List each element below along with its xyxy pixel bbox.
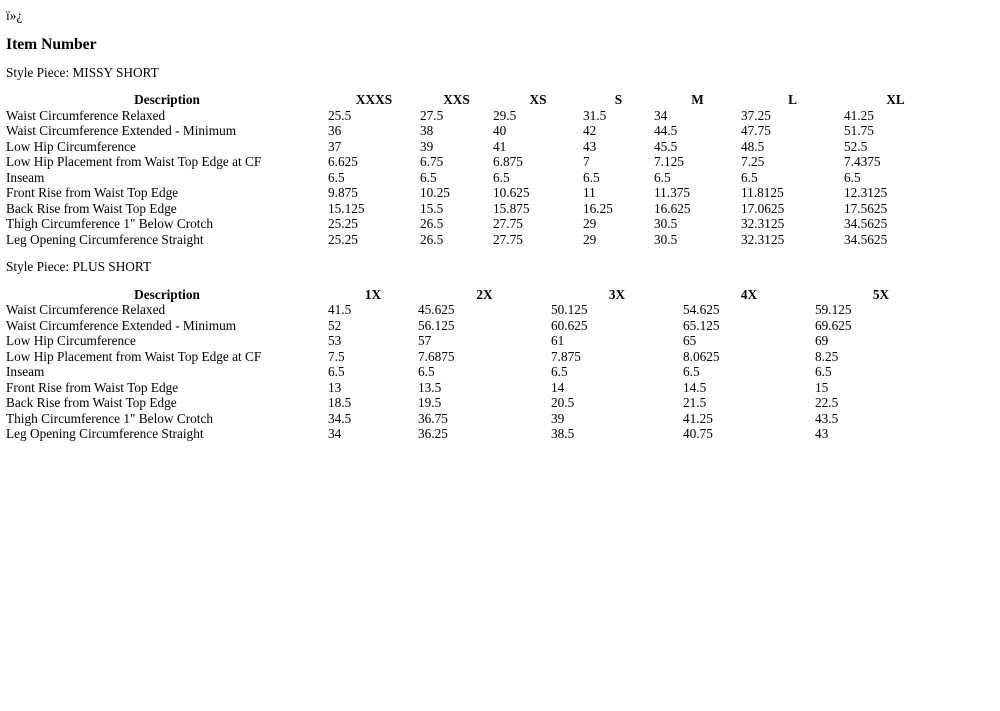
measurement-value: 43.5: [815, 410, 839, 426]
measurement-description: Inseam: [6, 364, 45, 379]
measurement-value: 65: [683, 333, 697, 348]
measurement-value: 32.3125: [741, 231, 785, 247]
measurement-value: 44.5: [654, 123, 678, 138]
size-table-plus-short: [6, 287, 947, 442]
measurement-description: Leg Opening Circumference Straight: [6, 426, 204, 441]
description-column-header: Description: [134, 92, 200, 107]
measurement-row: [6, 411, 947, 427]
measurement-value: 31.5: [583, 107, 607, 123]
measurement-description: Leg Opening Circumference Straight: [6, 231, 204, 247]
measurement-row: [6, 201, 947, 217]
measurement-value: 37.25: [741, 107, 771, 123]
measurement-value: 57: [418, 333, 432, 348]
measurement-value: 34: [328, 426, 342, 441]
measurement-value: 26.5: [420, 231, 444, 247]
measurement-row: [6, 139, 947, 155]
measurement-value: 6.625: [328, 154, 358, 169]
measurement-value: 52: [328, 317, 342, 333]
size-column-header: L: [788, 92, 797, 107]
measurement-value: 27.5: [420, 107, 444, 123]
measurement-value: 6.5: [683, 364, 700, 379]
measurement-value: 11: [583, 185, 596, 200]
measurement-value: 40.75: [683, 426, 713, 441]
measurement-value: 6.5: [844, 169, 861, 185]
size-column-header: 2X: [476, 286, 493, 302]
measurement-value: 41.25: [844, 107, 874, 123]
measurement-value: 15: [815, 379, 829, 395]
measurement-value: 20.5: [551, 395, 575, 410]
measurement-value: 13.5: [418, 379, 442, 395]
measurement-value: 14: [551, 379, 565, 395]
measurement-value: 51.75: [844, 123, 874, 138]
measurement-value: 36.25: [418, 426, 448, 441]
measurement-row: [6, 232, 947, 248]
measurement-value: 30.5: [654, 216, 678, 231]
spec-sheet-document: [6, 8, 994, 442]
measurement-value: 60.625: [551, 317, 588, 333]
measurement-value: 6.5: [493, 169, 510, 185]
measurement-value: 56.125: [418, 317, 455, 333]
measurement-description: Waist Circumference Extended - Minimum: [6, 317, 237, 333]
measurement-value: 6.5: [583, 169, 600, 185]
measurement-value: 18.5: [328, 395, 352, 410]
measurement-row: [6, 333, 947, 349]
size-column-header: XXXS: [355, 92, 393, 107]
measurement-value: 12.3125: [844, 185, 888, 200]
measurement-value: 43: [583, 138, 597, 154]
measurement-value: 40: [493, 123, 507, 138]
measurement-description: Low Hip Placement from Waist Top Edge at CF: [6, 348, 262, 364]
measurement-value: 50.125: [551, 302, 588, 317]
measurement-value: 16.625: [654, 200, 691, 216]
measurement-value: 11.8125: [741, 185, 784, 200]
measurement-row: [6, 395, 947, 411]
size-column-header: 1X: [364, 286, 382, 302]
measurement-value: 7.4375: [844, 154, 881, 169]
style-piece-label-missy: Style Piece: MISSY SHORT: [6, 64, 159, 80]
measurement-value: 22.5: [815, 395, 839, 410]
measurement-value: 41.5: [328, 302, 352, 317]
measurement-value: 7.125: [654, 154, 684, 169]
measurement-value: 29: [583, 216, 597, 231]
measurement-row: [6, 364, 947, 380]
measurement-row: [6, 170, 947, 186]
measurement-value: 11.375: [654, 185, 691, 200]
measurement-value: 38: [420, 123, 434, 138]
size-column-header: 5X: [872, 286, 890, 302]
measurement-row: [6, 108, 947, 124]
section-missy-short: [6, 65, 994, 248]
measurement-value: 15.875: [493, 200, 530, 216]
measurement-value: 54.625: [683, 302, 720, 317]
measurement-value: 59.125: [815, 302, 852, 317]
measurement-row: [6, 154, 947, 170]
measurement-value: 27.75: [493, 231, 523, 247]
measurement-value: 65.125: [683, 317, 720, 333]
measurement-value: 6.5: [741, 169, 758, 185]
measurement-value: 25.25: [328, 231, 358, 247]
measurement-value: 30.5: [654, 231, 678, 247]
size-table-missy-short: [6, 92, 947, 247]
measurement-value: 21.5: [683, 395, 707, 410]
measurement-value: 37: [328, 138, 342, 154]
measurement-row: [6, 302, 947, 318]
measurement-value: 34: [654, 107, 668, 123]
measurement-row: [6, 318, 947, 334]
measurement-value: 6.75: [420, 154, 444, 169]
measurement-description: Waist Circumference Relaxed: [6, 107, 166, 123]
measurement-value: 6.5: [654, 169, 671, 185]
measurement-value: 53: [328, 333, 342, 348]
measurement-value: 19.5: [418, 395, 442, 410]
measurement-value: 7.25: [741, 154, 765, 169]
size-table-header-row: [6, 92, 947, 108]
measurement-value: 8.0625: [683, 348, 720, 364]
measurement-value: 6.5: [551, 364, 568, 379]
measurement-description: Waist Circumference Relaxed: [6, 302, 166, 317]
measurement-value: 7: [583, 154, 590, 169]
measurement-value: 69.625: [815, 317, 852, 333]
measurement-description: Front Rise from Waist Top Edge: [6, 185, 179, 200]
measurement-value: 7.875: [551, 348, 581, 364]
size-column-header: M: [691, 92, 704, 107]
measurement-value: 17.0625: [741, 200, 785, 216]
section-plus-short: [6, 259, 994, 442]
measurement-value: 42: [583, 123, 597, 138]
measurement-value: 6.5: [328, 169, 345, 185]
measurement-value: 29: [583, 231, 597, 247]
measurement-value: 7.5: [328, 348, 345, 364]
measurement-value: 43: [815, 426, 829, 441]
measurement-value: 7.6875: [418, 348, 455, 364]
measurement-row: [6, 216, 947, 232]
measurement-value: 6.5: [418, 364, 435, 379]
measurement-description: Inseam: [6, 169, 45, 185]
size-table-header-row: [6, 287, 947, 303]
measurement-value: 10.25: [420, 185, 450, 200]
measurement-value: 6.875: [493, 154, 523, 169]
measurement-row: [6, 380, 947, 396]
measurement-value: 6.5: [420, 169, 437, 185]
measurement-value: 61: [551, 333, 565, 348]
measurement-value: 47.75: [741, 123, 771, 138]
measurement-value: 15.125: [328, 200, 365, 216]
measurement-value: 16.25: [583, 200, 613, 216]
measurement-description: Thigh Circumference 1" Below Crotch: [6, 410, 214, 426]
measurement-value: 6.5: [815, 364, 832, 379]
measurement-description: Back Rise from Waist Top Edge: [6, 200, 177, 216]
description-column-header: Description: [134, 286, 200, 302]
measurement-value: 39: [551, 410, 565, 426]
measurement-row: [6, 349, 947, 365]
measurement-value: 29.5: [493, 107, 517, 123]
page-title: Item Number: [6, 35, 97, 53]
measurement-value: 48.5: [741, 138, 765, 154]
measurement-description: Low Hip Circumference: [6, 333, 136, 348]
measurement-value: 26.5: [420, 216, 444, 231]
measurement-value: 10.625: [493, 185, 530, 200]
size-column-header: S: [614, 92, 623, 107]
size-column-header: XL: [886, 92, 905, 107]
size-column-header: 3X: [608, 286, 626, 302]
measurement-value: 52.5: [844, 138, 868, 154]
measurement-value: 36.75: [418, 410, 448, 426]
measurement-value: 34.5: [328, 410, 352, 426]
measurement-value: 38.5: [551, 426, 575, 441]
measurement-description: Front Rise from Waist Top Edge: [6, 379, 179, 395]
measurement-value: 9.875: [328, 185, 358, 200]
measurement-value: 8.25: [815, 348, 839, 364]
measurement-row: [6, 185, 947, 201]
size-column-header: 4X: [740, 286, 758, 302]
measurement-description: Thigh Circumference 1" Below Crotch: [6, 216, 214, 231]
measurement-row: [6, 426, 947, 442]
size-column-header: XS: [529, 92, 547, 107]
measurement-value: 13: [328, 379, 342, 395]
measurement-description: Waist Circumference Extended - Minimum: [6, 123, 237, 138]
measurement-value: 41: [493, 138, 507, 154]
measurement-value: 36: [328, 123, 342, 138]
size-column-header: XXS: [443, 92, 470, 107]
measurement-description: Back Rise from Waist Top Edge: [6, 395, 177, 410]
measurement-value: 34.5625: [844, 216, 888, 231]
style-piece-label-plus: Style Piece: PLUS SHORT: [6, 259, 152, 274]
measurement-value: 41.25: [683, 410, 713, 426]
measurement-value: 34.5625: [844, 231, 888, 247]
measurement-description: Low Hip Placement from Waist Top Edge at CF: [6, 154, 262, 169]
measurement-value: 69: [815, 333, 829, 348]
measurement-row: [6, 123, 947, 139]
measurement-description: Low Hip Circumference: [6, 138, 136, 154]
measurement-value: 17.5625: [844, 200, 888, 216]
measurement-value: 14.5: [683, 379, 707, 395]
measurement-value: 39: [420, 138, 434, 154]
measurement-value: 6.5: [328, 364, 345, 379]
measurement-value: 27.75: [493, 216, 523, 231]
measurement-value: 45.5: [654, 138, 678, 154]
measurement-value: 15.5: [420, 200, 444, 216]
measurement-value: 45.625: [418, 302, 455, 317]
measurement-value: 25.25: [328, 216, 358, 231]
measurement-value: 25.5: [328, 107, 352, 123]
measurement-value: 32.3125: [741, 216, 785, 231]
bom-artifact-text: ï»¿: [6, 8, 23, 23]
